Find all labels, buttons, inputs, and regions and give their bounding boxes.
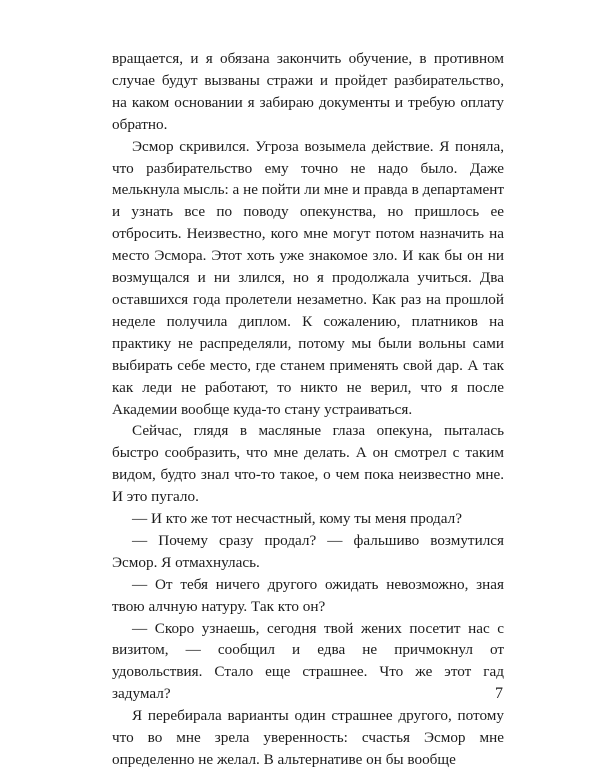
page-body bbox=[112, 48, 504, 771]
dialogue-line: — Скоро узнаешь, сегодня твой жених посетит нас с визитом, — сообщил и едва не причмокнул от удовольствия. Стало еще страшнее. Что же этот гад задумал? bbox=[112, 619, 504, 703]
paragraph: Сейчас, глядя в масляные глаза опекуна, пыталась быстро сообразить, что мне делать. А он смотрел с таким видом, будто знал что-то такое, о чем пока неизвестно мне. И это пугало. bbox=[112, 422, 504, 506]
paragraph: Я перебирала варианты один страшнее другого, потому что во мне зрела уверенность: счастья Эсмор мне определенно не желал. В альтернативе он бы вообще bbox=[112, 707, 504, 768]
page-number: 7 bbox=[495, 685, 503, 702]
dialogue-line: — От тебя ничего другого ожидать невозможно, зная твою алчную натуру. Так кто он? bbox=[112, 575, 504, 615]
dialogue-line: — Почему сразу продал? — фальшиво возмутился Эсмор. Я отмахнулась. bbox=[112, 531, 504, 571]
paragraph: Эсмор скривился. Угроза возымела действие. Я поняла, что разбирательство ему точно не надо было. Даже мелькнула мысль: а не пойти ли мне и правда в департамент и узнать все по поводу опекунства, но пришлось ее отбросить. Неизвестно, кого мне могут потом назначить на место Эсмора. Этот хоть уже знакомое зло. И как бы он ни возмущался и ни злился, но я продолжала учиться. Два оставшихся года пролетели незаметно. Как раз на прошлой неделе получила диплом. К сожалению, платников на практику не распределяли, потому мы были вольны сами выбирать себе место, где станем применять свой дар. А так как леди не работают, то никто не верил, что я после Академии вообще куда-то стану устраиваться. bbox=[112, 137, 504, 418]
dialogue-line: — И кто же тот несчастный, кому ты меня продал? bbox=[132, 510, 462, 528]
paragraph: вращается, и я обязана закончить обучение, в противном случае будут вызваны стражи и пройдет разбирательство, на каком основании я забираю документы и требую оплату обратно. bbox=[112, 50, 504, 133]
